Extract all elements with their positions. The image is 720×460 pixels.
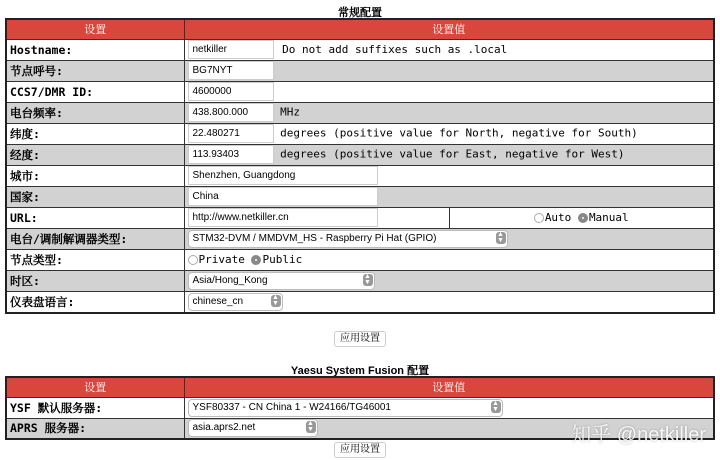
label: URL: — [6, 207, 184, 228]
label: 电台/调制解调器类型: — [6, 228, 184, 249]
row-url — [6, 207, 714, 228]
row-callsign — [6, 60, 714, 81]
label: APRS 服务器: — [6, 418, 184, 439]
ysf-config-title: Yaesu System Fusion 配置 — [290, 365, 430, 377]
url-input[interactable]: http://www.netkiller.cn — [188, 208, 378, 227]
label: 时区: — [6, 270, 184, 291]
country-input[interactable]: China — [188, 187, 378, 206]
apply-general-button[interactable]: 应用设置 — [334, 331, 386, 347]
language-value: chinese_cn — [192, 295, 244, 307]
label: 城市: — [6, 165, 184, 186]
radio-label: Public — [262, 253, 303, 266]
modem-value: STM32-DVM / MMDVM_HS - Raspberry Pi Hat (GPIO) — [192, 232, 437, 244]
frequency-unit: MHz — [280, 105, 300, 119]
label: Hostname: — [6, 39, 184, 60]
row-hostname — [6, 39, 714, 60]
row-dmr-id — [6, 81, 714, 102]
callsign-input[interactable]: BG7NYT — [188, 61, 274, 80]
label: 仪表盘语言: — [6, 291, 184, 313]
radio-label: Manual — [588, 211, 629, 224]
row-timezone — [6, 270, 714, 291]
row-city — [6, 165, 714, 186]
label: 经度: — [6, 144, 184, 165]
row-modem — [6, 228, 714, 249]
col-value: 设置值 — [184, 19, 714, 39]
label: CCS7/DMR ID: — [6, 81, 184, 102]
aprs-value: asia.aprs2.net — [192, 422, 256, 434]
label: 节点呼号: — [6, 60, 184, 81]
row-longitude — [6, 144, 714, 165]
aprs-select[interactable] — [188, 419, 318, 437]
private-radio[interactable] — [188, 255, 198, 265]
chevron-updown-icon: ▲ ▼ — [497, 230, 504, 244]
row-ysf-server — [6, 397, 714, 418]
apply-ysf-button[interactable]: 应用设置 — [334, 442, 386, 458]
col-setting: 设置 — [6, 19, 184, 39]
public-radio[interactable] — [251, 255, 261, 265]
label: 节点类型: — [6, 249, 184, 270]
latitude-note: degrees (positive value for North, negative for South) — [280, 126, 638, 140]
chevron-updown-icon: ▲ ▼ — [272, 293, 279, 307]
label: 电台频率: — [6, 102, 184, 123]
latitude-input[interactable]: 22.480271 — [188, 124, 274, 143]
row-country — [6, 186, 714, 207]
row-language — [6, 291, 714, 313]
label: 纬度: — [6, 123, 184, 144]
col-setting: 设置 — [6, 377, 184, 397]
chevron-updown-icon: ▲ ▼ — [492, 399, 499, 413]
modem-select[interactable] — [188, 230, 508, 248]
col-value: 设置值 — [184, 377, 714, 397]
hostname-note: Do not add suffixes such as .local — [282, 42, 508, 56]
general-config-table — [5, 18, 715, 314]
hostname-input[interactable]: netkiller — [188, 40, 274, 59]
chevron-updown-icon: ▲ ▼ — [364, 272, 371, 286]
dmr-id-input[interactable]: 4600000 — [188, 82, 274, 101]
ysf-server-value: YSF80337 - CN China 1 - W24166/TG46001 — [192, 401, 391, 413]
chevron-updown-icon: ▲ ▼ — [307, 420, 314, 434]
row-frequency — [6, 102, 714, 123]
row-node-type — [6, 249, 714, 270]
label: YSF 默认服务器: — [6, 397, 184, 418]
general-config-title: 常规配置 — [338, 7, 382, 19]
frequency-input[interactable]: 438.800.000 — [188, 103, 274, 122]
city-input[interactable]: Shenzhen, Guangdong — [188, 166, 378, 185]
radio-label: Private — [198, 253, 245, 266]
longitude-note: degrees (positive value for East, negative for West) — [280, 147, 625, 161]
ysf-server-select[interactable] — [188, 399, 503, 417]
row-latitude — [6, 123, 714, 144]
timezone-value: Asia/Hong_Kong — [192, 274, 268, 286]
longitude-input[interactable]: 113.93403 — [188, 145, 274, 164]
language-select[interactable] — [188, 293, 283, 311]
url-manual-radio[interactable] — [578, 213, 588, 223]
timezone-select[interactable] — [188, 272, 375, 290]
label: 国家: — [6, 186, 184, 207]
watermark: 知乎 @netkiller — [571, 424, 706, 446]
url-auto-radio[interactable] — [534, 213, 544, 223]
radio-label: Auto — [544, 211, 572, 224]
